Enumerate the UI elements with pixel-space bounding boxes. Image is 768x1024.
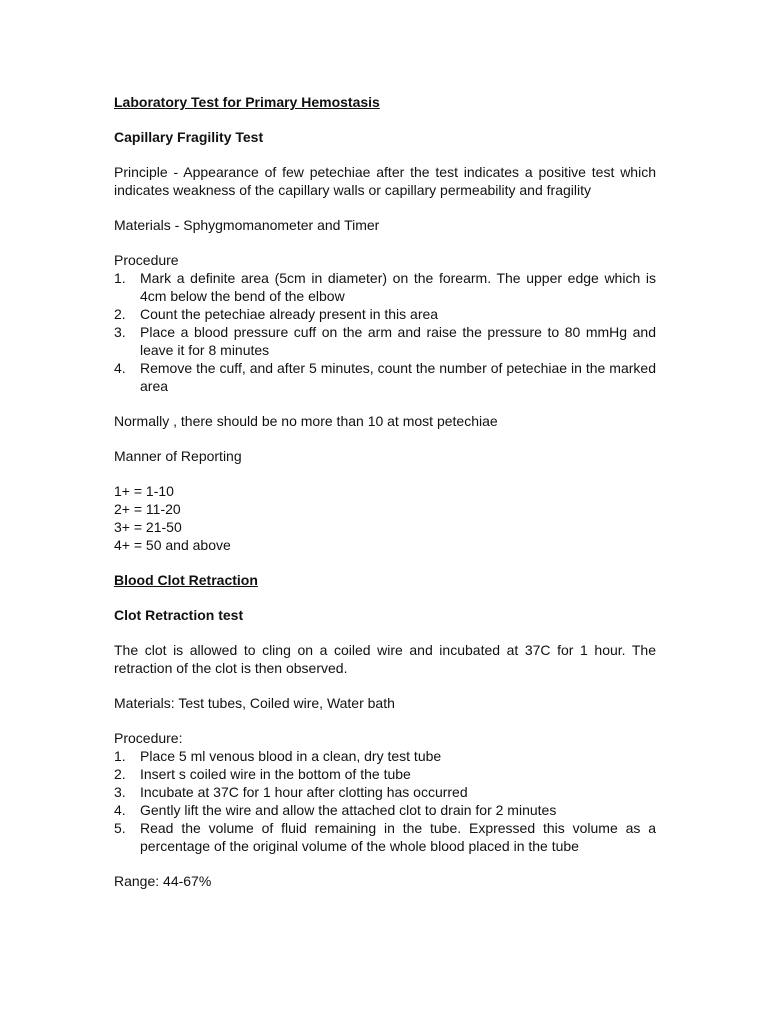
list-item bbox=[114, 747, 656, 765]
grade-list bbox=[114, 482, 656, 554]
step-number: 2. bbox=[114, 306, 126, 322]
step-number: 3. bbox=[114, 324, 126, 340]
normal-value-line: Normally , there should be no more than 10 at most petechiae bbox=[114, 413, 498, 429]
list-item bbox=[114, 323, 656, 359]
step-number: 1. bbox=[114, 270, 126, 286]
section1-title: Laboratory Test for Primary Hemostasis bbox=[114, 94, 380, 110]
step-number: 2. bbox=[114, 766, 126, 782]
description-paragraph: The clot is allowed to cling on a coiled wire and incubated at 37C for 1 hour. The retraction of the clot is then observed. bbox=[114, 642, 656, 676]
step-text: Place 5 ml venous blood in a clean, dry test tube bbox=[140, 748, 442, 764]
step-number: 5. bbox=[114, 820, 126, 836]
step-text: Read the volume of fluid remaining in the tube. Expressed this volume as a percentage of the original volume of the whole blood placed in the tube bbox=[140, 820, 656, 854]
section2-subtitle: Clot Retraction test bbox=[114, 607, 244, 623]
step-text: Remove the cuff, and after 5 minutes, count the number of petechiae in the marked area bbox=[140, 360, 656, 394]
materials-line: Materials - Sphygmomanometer and Timer bbox=[114, 217, 380, 233]
step-text: Mark a definite area (5cm in diameter) on the forearm. The upper edge which is 4cm below the bend of the elbow bbox=[140, 270, 656, 304]
materials-line-2: Materials: Test tubes, Coiled wire, Water bath bbox=[114, 695, 395, 711]
step-text: Insert s coiled wire in the bottom of the tube bbox=[140, 766, 411, 782]
step-number: 3. bbox=[114, 784, 126, 800]
step-text: Gently lift the wire and allow the attached clot to drain for 2 minutes bbox=[140, 802, 557, 818]
list-item bbox=[114, 819, 656, 855]
step-text: Incubate at 37C for 1 hour after clotting has occurred bbox=[140, 784, 468, 800]
step-number: 4. bbox=[114, 360, 126, 376]
list-item bbox=[114, 783, 656, 801]
grade-line: 2+ = 11-20 bbox=[114, 501, 181, 517]
procedure-list bbox=[114, 269, 656, 395]
grade-line: 1+ = 1-10 bbox=[114, 483, 174, 499]
step-text: Place a blood pressure cuff on the arm and raise the pressure to 80 mmHg and leave it for 8 minutes bbox=[140, 324, 656, 358]
list-item bbox=[114, 765, 656, 783]
list-item bbox=[114, 269, 656, 305]
section2-title: Blood Clot Retraction bbox=[114, 572, 258, 588]
procedure-label: Procedure bbox=[114, 252, 179, 268]
grade-line: 4+ = 50 and above bbox=[114, 537, 231, 553]
step-number: 4. bbox=[114, 802, 126, 818]
list-item bbox=[114, 801, 656, 819]
section1-subtitle: Capillary Fragility Test bbox=[114, 129, 264, 145]
reporting-label: Manner of Reporting bbox=[114, 448, 242, 464]
step-text: Count the petechiae already present in this area bbox=[140, 306, 439, 322]
range-line: Range: 44-67% bbox=[114, 873, 212, 889]
step-number: 1. bbox=[114, 748, 126, 764]
list-item bbox=[114, 359, 656, 395]
principle-paragraph: Principle - Appearance of few petechiae after the test indicates a positive test which indicates weakness of the capillary walls or capillary permeability and fragility bbox=[114, 164, 656, 198]
document-page bbox=[114, 93, 656, 890]
procedure-label-2: Procedure: bbox=[114, 730, 183, 746]
procedure-list-2 bbox=[114, 747, 656, 855]
grade-line: 3+ = 21-50 bbox=[114, 519, 182, 535]
list-item bbox=[114, 305, 656, 323]
